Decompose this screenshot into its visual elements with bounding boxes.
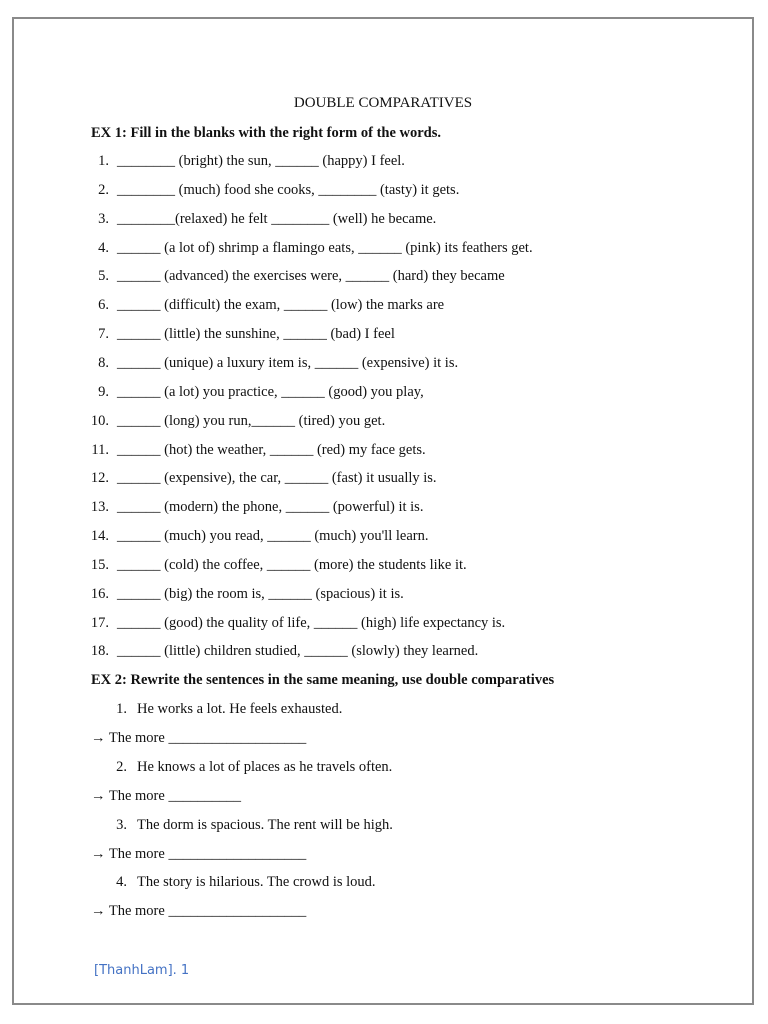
ex1-item	[90, 614, 506, 632]
ex2-item-number: 2.	[116, 758, 127, 775]
ex1-item-number: 12.	[90, 470, 109, 487]
ex2-answer-line: → The more ___________________	[91, 845, 307, 862]
ex2-item-number: 1.	[116, 701, 127, 717]
ex1-item-number: 11.	[91, 441, 109, 458]
ex1-item-number: 5.	[98, 268, 109, 285]
ex2-item-number: 3.	[116, 816, 127, 833]
ex2-item-text: He works a lot. He feels exhausted.	[137, 701, 343, 717]
ex1-item-text: ______ (long) you run,______ (tired) you get.	[117, 412, 386, 429]
ex2-item	[116, 701, 343, 718]
ex1-item-text: ______ (much) you read, ______ (much) you'll learn.	[117, 528, 429, 545]
ex2-item	[116, 816, 393, 834]
ex1-item-text: ______ (big) the room is, ______ (spacious) it is.	[117, 585, 404, 602]
document-page	[12, 17, 754, 1005]
page-footer: [ThanhLam]. 1	[94, 963, 190, 978]
ex1-item	[98, 354, 459, 372]
ex1-item	[98, 210, 437, 228]
ex1-item	[98, 268, 505, 285]
ex2-item-text: The story is hilarious. The crowd is loud.	[137, 874, 376, 891]
ex1-item-number: 14.	[90, 528, 109, 545]
document-title: DOUBLE COMPARATIVES	[293, 95, 473, 111]
ex1-item-text: ______ (unique) a luxury item is, ______ (expensive) it is.	[117, 354, 459, 371]
ex1-item	[90, 528, 429, 545]
ex1-item-number: 8.	[98, 354, 109, 371]
ex1-item	[90, 412, 386, 430]
ex2-item-number: 4.	[116, 874, 127, 891]
ex2-answer-line: → The more ___________________	[91, 730, 307, 746]
ex1-item-text: ______ (good) the quality of life, ______ (high) life expectancy is.	[117, 614, 506, 631]
ex1-item-number: 10.	[90, 412, 109, 429]
ex1-item-text: ______ (modern) the phone, ______ (powerful) it is.	[117, 499, 424, 516]
ex1-item	[90, 643, 479, 660]
ex1-item	[90, 556, 467, 574]
ex2-heading: EX 2: Rewrite the sentences in the same meaning, use double comparatives	[91, 672, 555, 688]
ex1-item-text: ________(relaxed) he felt ________ (well) he became.	[117, 210, 437, 227]
ex2-item-text: The dorm is spacious. The rent will be high.	[137, 816, 393, 833]
ex1-item-text: ______ (little) the sunshine, ______ (bad) I feel	[117, 326, 395, 343]
ex1-item	[90, 470, 437, 487]
ex1-item	[91, 441, 426, 459]
ex1-item-text: ________ (much) food she cooks, ________ (tasty) it gets.	[117, 181, 460, 198]
ex1-item-text: ______ (hot) the weather, ______ (red) my face gets.	[117, 441, 426, 458]
ex1-item-text: ________ (bright) the sun, ______ (happy) I feel.	[117, 153, 405, 169]
ex1-item	[90, 585, 404, 603]
ex1-item-number: 2.	[98, 181, 109, 198]
ex1-item-text: ______ (little) children studied, ______ (slowly) they learned.	[117, 643, 479, 660]
ex1-item-number: 18.	[90, 643, 109, 660]
ex1-item	[98, 181, 460, 199]
ex1-item-text: ______ (a lot) you practice, ______ (good) you play,	[117, 383, 424, 400]
ex1-item-number: 3.	[98, 210, 109, 227]
ex1-item-text: ______ (difficult) the exam, ______ (low) the marks are	[117, 297, 445, 314]
ex1-item-number: 15.	[90, 556, 109, 573]
ex1-item	[98, 153, 405, 170]
ex1-item-number: 13.	[90, 499, 109, 516]
ex1-item-number: 1.	[98, 153, 109, 169]
ex1-heading: EX 1: Fill in the blanks with the right form of the words.	[91, 125, 442, 141]
ex2-item-text: He knows a lot of places as he travels often.	[137, 758, 393, 775]
ex2-item	[116, 874, 376, 891]
ex1-item-number: 9.	[98, 383, 109, 400]
ex2-item	[116, 758, 393, 776]
ex1-item	[98, 326, 395, 343]
ex1-item-number: 7.	[98, 326, 109, 343]
ex1-item-text: ______ (advanced) the exercises were, ______ (hard) they became	[117, 268, 505, 285]
ex1-item-text: ______ (cold) the coffee, ______ (more) the students like it.	[117, 556, 467, 573]
ex1-item-number: 6.	[98, 297, 109, 314]
ex2-answer-line: → The more __________	[91, 787, 241, 804]
ex1-item	[90, 499, 424, 516]
ex1-item	[98, 297, 445, 314]
ex2-answer-line: → The more ___________________	[91, 903, 307, 920]
ex1-item	[98, 239, 533, 257]
ex1-item-text: ______ (expensive), the car, ______ (fast) it usually is.	[117, 470, 437, 487]
ex1-item-number: 16.	[90, 585, 109, 602]
ex1-item-text: ______ (a lot of) shrimp a flamingo eats, ______ (pink) its feathers get.	[117, 239, 533, 256]
ex1-item-number: 17.	[90, 614, 109, 631]
ex1-item	[98, 383, 424, 401]
ex1-item-number: 4.	[98, 239, 109, 256]
